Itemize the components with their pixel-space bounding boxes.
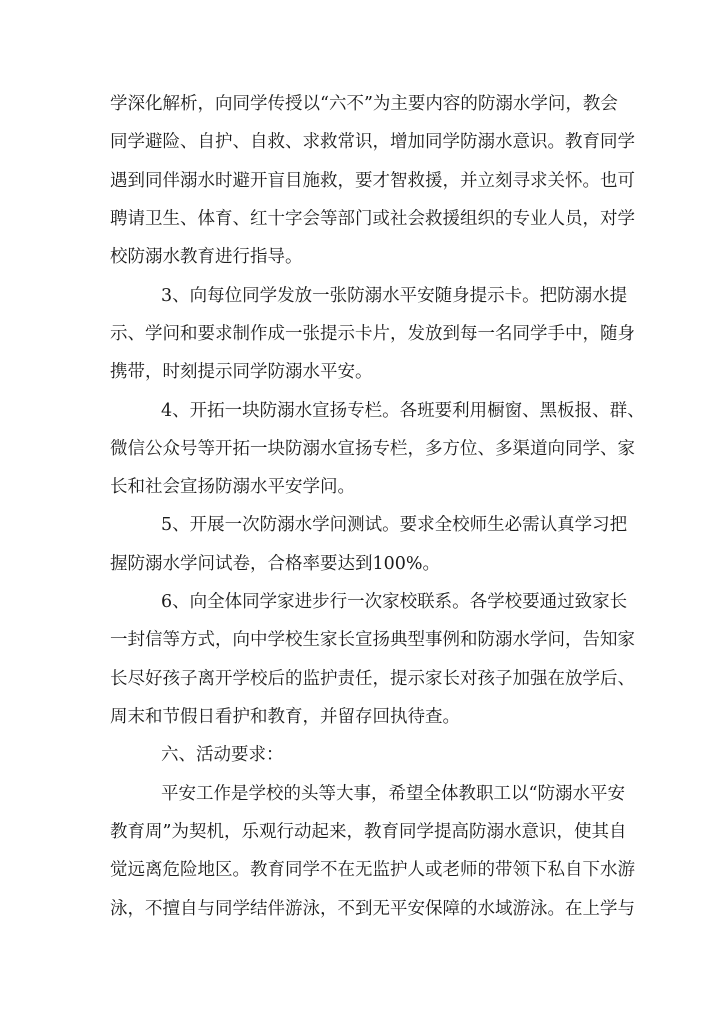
body-text-line: 平安工作是学校的头等大事，希望全体教职工以“防溺水平安 bbox=[161, 784, 625, 804]
list-item-3-line: 3、向每位同学发放一张防溺水平安随身提示卡。把防溺水提 bbox=[161, 286, 628, 306]
body-text-line: 长尽好孩子离开学校后的监护责任，提示家长对孩子加强在放学后、 bbox=[110, 669, 635, 689]
body-text-line: 遇到同伴溺水时避开盲目施救，要才智救援，并立刻寻求关怀。也可 bbox=[110, 171, 635, 191]
list-item-5-line: 5、开展一次防溺水学问测试。要求全校师生必需认真学习把 bbox=[161, 515, 628, 535]
body-text-line: 长和社会宣扬防溺水平安学问。 bbox=[110, 477, 355, 497]
body-text-line: 携带，时刻提示同学防溺水平安。 bbox=[110, 362, 373, 382]
list-item-4-line: 4、开拓一块防溺水宣扬专栏。各班要利用橱窗、黑板报、群、 bbox=[161, 401, 645, 421]
body-text-line: 同学避险、自护、自救、求救常识，增加同学防溺水意识。教育同学 bbox=[110, 132, 635, 152]
body-text-line: 周末和节假日看护和教育，并留存回执待查。 bbox=[110, 707, 460, 727]
list-item-6-line: 6、向全体同学家进步行一次家校联系。各学校要通过致家长 bbox=[161, 592, 628, 612]
body-text-line: 觉远离危险地区。教育同学不在无监护人或老师的带领下私自下水游 bbox=[110, 860, 635, 880]
body-text-line: 握防溺水学问试卷，合格率要达到100%。 bbox=[110, 554, 441, 574]
body-text-line: 示、学问和要求制作成一张提示卡片，发放到每一名同学手中，随身 bbox=[110, 324, 635, 344]
body-text-line: 泳，不擅自与同学结伴游泳，不到无平安保障的水域游泳。在上学与 bbox=[110, 899, 635, 919]
body-text-line: 一封信等方式，向中学校生家长宣扬典型事例和防溺水学问，告知家 bbox=[110, 630, 635, 650]
body-text-line: 校防溺水教育进行指导。 bbox=[110, 247, 303, 267]
body-text-line: 聘请卫生、体育、红十字会等部门或社会救援组织的专业人员，对学 bbox=[110, 209, 635, 229]
body-text-line: 微信公众号等开拓一块防溺水宣扬专栏，多方位、多渠道向同学、家 bbox=[110, 439, 635, 459]
body-text-line: 教育周”为契机，乐观行动起来，教育同学提高防溺水意识，使其自 bbox=[110, 822, 627, 842]
section-heading: 六、活动要求： bbox=[161, 745, 284, 765]
body-text-line: 学深化解析，向同学传授以“六不”为主要内容的防溺水学问，教会 bbox=[110, 94, 618, 114]
